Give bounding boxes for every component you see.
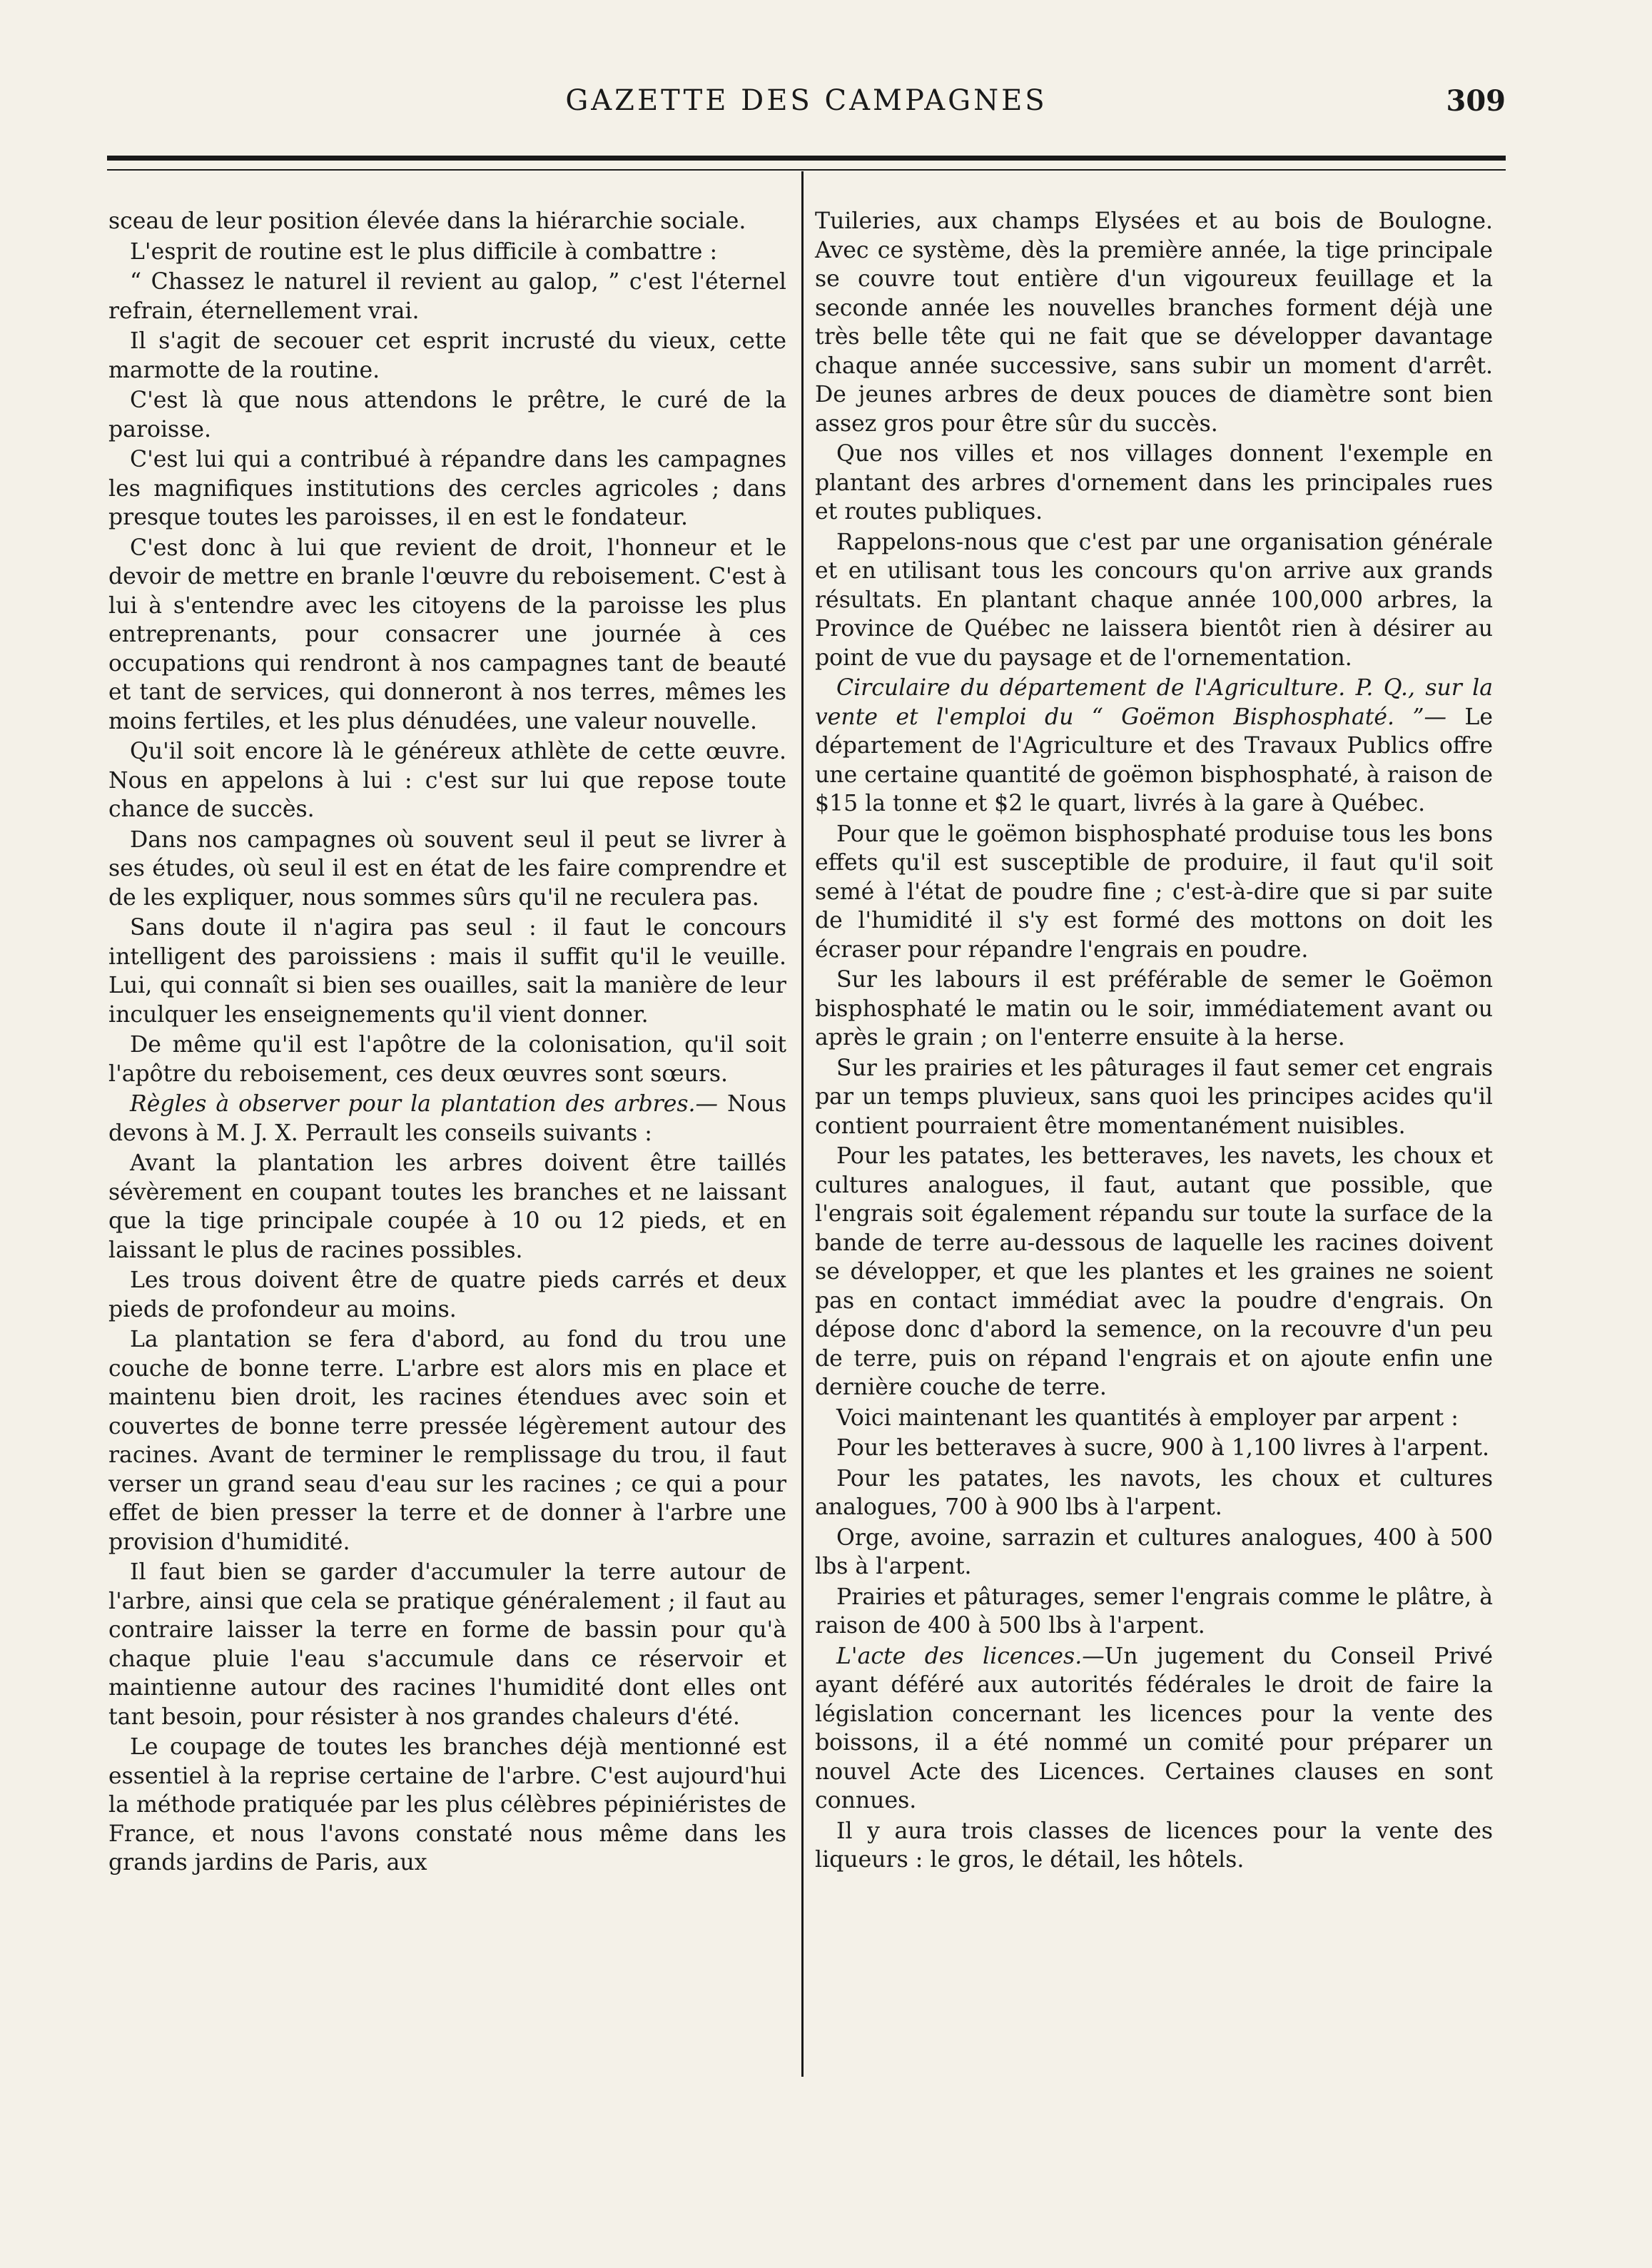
page-number: 309 — [1446, 84, 1506, 118]
article-paragraph: De même qu'il est l'apôtre de la colonisation, qu'il soit l'apôtre du reboisement, ces deux œuvres sont sœurs. — [108, 1032, 786, 1087]
section-paragraph — [815, 1642, 1493, 1816]
article-paragraph: C'est là que nous attendons le prêtre, le curé de la paroisse. — [108, 388, 786, 442]
section-paragraph — [108, 1090, 786, 1148]
article-paragraph: Il faut bien se garder d'accumuler la terre autour de l'arbre, ainsi que cela se pratique généralement ; il faut au contraire laisser la terre en forme de bassin pour qu'à chaque pluie l'eau s'accumule dans ce réservoir et maintienne autour des racines l'humidité dont elles ont tant besoin, pour résister à nos grandes chaleurs d'été. — [108, 1559, 786, 1730]
left-column — [108, 207, 786, 1879]
article-paragraph: Pour les betteraves à sucre, 900 à 1,100 livres à l'arpent. — [836, 1435, 1490, 1461]
page-header — [107, 84, 1506, 134]
article-paragraph: C'est donc à lui que revient de droit, l'honneur et le devoir de mettre en branle l'œuvre du reboisement. C'est à lui à s'entendre avec les citoyens de la paroisse les plus entreprenants, pour consacrer une journée à ces occupations qui rendront à nos campagnes tant de beauté et tant de services, qui donneront à nos terres, mêmes les moins fertiles, et les plus dénudées, une valeur nouvelle. — [108, 535, 786, 734]
article-paragraph: Il y aura trois classes de licences pour la vente des liqueurs : le gros, le détail, les hôtels. — [815, 1818, 1493, 1873]
article-paragraph: Les trous doivent être de quatre pieds carrés et deux pieds de profondeur au moins. — [108, 1267, 786, 1322]
section-body: Un jugement du Conseil Privé ayant déféré aux autorités fédérales le droit de faire la législation concernant les licences pour la vente des boissons, il a été nommé un comité pour préparer un nouvel Acte des Licences. Certaines clauses en sont connues. — [815, 1643, 1494, 1813]
article-paragraph: Voici maintenant les quantités à employer par arpent : — [836, 1404, 1459, 1431]
article-paragraph: Tuileries, aux champs Elysées et au bois de Boulogne. Avec ce système, dès la première année, la tige principale se couvre tout entière d'un vigoureux feuillage et la seconde année les nouvelles branches forment déjà une très belle tête qui ne fait que se développer davantage chaque année successive, sans subir un moment d'arrêt. De jeunes arbres de deux pouces de diamètre sont bien assez gros pour être sûr du succès. — [815, 208, 1493, 437]
column-divider — [801, 171, 804, 2077]
article-paragraph: Sans doute il n'agira pas seul : il faut le concours intelligent des paroissiens : mais il suffit qu'il le veuille. Lui, qui connaît si bien ses ouailles, sait la manière de leur inculquer les enseignements qu'il vient donner. — [108, 915, 786, 1028]
article-paragraph: Rappelons-nous que c'est par une organisation générale et en utilisant tous les concours qu'on arrive aux grands résultats. En plantant chaque année 100,000 arbres, la Province de Québec ne laissera bientôt rien à désirer au point de vue du paysage et de l'ornementation. — [815, 529, 1493, 671]
article-paragraph: Avant la plantation les arbres doivent être taillés sévèrement en coupant toutes les branches et ne laissant que la tige principale coupée à 10 ou 12 pieds, et en laissant le plus de racines possibles. — [108, 1150, 786, 1263]
article-paragraph: Le coupage de toutes les branches déjà mentionné est essentiel à la reprise certaine de l'arbre. C'est aujourd'hui la méthode pratiquée par les plus célèbres pépiniéristes de France, et nous l'avons constaté nous même dans les grands jardins de Paris, aux — [108, 1734, 786, 1875]
article-paragraph: Que nos villes et nos villages donnent l'exemple en plantant des arbres d'ornement dans les principales rues et routes publiques. — [815, 441, 1493, 525]
article-paragraph: Pour les patates, les betteraves, les navets, les choux et cultures analogues, il faut, autant que possible, que l'engrais soit également répandu sur toute la surface de la bande de terre au-dessous de laquelle les racines doivent se développer, et que les plantes et les graines ne soient pas en contact immédiat avec la poudre d'engrais. On dépose donc d'abord la semence, on la recouvre d'un peu de terre, puis on répand l'engrais et on ajoute enfin une dernière couche de terre. — [815, 1143, 1493, 1400]
article-paragraph: Pour que le goëmon bisphosphaté produise tous les bons effets qu'il est susceptible de produire, il faut qu'il soit semé à l'état de poudre fine ; c'est-à-dire que si par suite de l'humidité il s'y est formé des mottons on doit les écraser pour répandre l'engrais en poudre. — [815, 821, 1493, 963]
article-paragraph: Sur les prairies et les pâturages il faut semer cet engrais par un temps pluvieux, sans quoi les principes acides qu'il contient pourraient être momentanément nuisibles. — [815, 1055, 1493, 1139]
article-paragraph: sceau de leur position élevée dans la hiérarchie sociale. — [108, 208, 746, 234]
article-paragraph: Pour les patates, les navots, les choux et cultures analogues, 700 à 900 lbs à l'arpent. — [815, 1465, 1493, 1520]
article-paragraph: Orge, avoine, sarrazin et cultures analogues, 400 à 500 lbs à l'arpent. — [815, 1524, 1493, 1579]
article-paragraph: Il s'agit de secouer cet esprit incrusté du vieux, cette marmotte de la routine. — [108, 328, 786, 383]
header-rule — [107, 156, 1506, 171]
article-paragraph: “ Chassez le naturel il revient au galop, ” c'est l'éternel refrain, éternellement vrai. — [108, 269, 786, 324]
article-paragraph: Qu'il soit encore là le généreux athlète de cette œuvre. Nous en appelons à lui : c'est sur lui que repose toute chance de succès. — [108, 739, 786, 822]
section-title: L'acte des licences.— — [836, 1643, 1105, 1669]
article-paragraph: L'esprit de routine est le plus difficile à combattre : — [130, 238, 718, 265]
section-body: Nous devons à M. J. X. Perrault les conseils suivants : — [108, 1091, 786, 1146]
article-paragraph: Sur les labours il est préférable de semer le Goëmon bisphosphaté le matin ou le soir, immédiatement avant ou après le grain ; on l'enterre ensuite à la herse. — [815, 967, 1493, 1051]
section-paragraph — [815, 674, 1493, 819]
right-column — [815, 207, 1493, 1876]
article-paragraph: Prairies et pâturages, semer l'engrais comme le plâtre, à raison de 400 à 500 lbs à l'arpent. — [815, 1584, 1493, 1639]
page-title: GAZETTE DES CAMPAGNES — [565, 84, 1048, 117]
article-paragraph: C'est lui qui a contribué à répandre dans les campagnes les magnifiques institutions des cercles agricoles ; dans presque toutes les paroisses, il en est le fondateur. — [108, 447, 786, 530]
section-body: Le département de l'Agriculture et des Travaux Publics offre une certaine quantité de goëmon bisphosphaté, à raison de $15 la tonne et $2 le quart, livrés à la gare à Québec. — [815, 704, 1493, 816]
article-paragraph: Dans nos campagnes où souvent seul il peut se livrer à ses études, où seul il est en état de les faire comprendre et de les expliquer, nous sommes sûrs qu'il ne reculera pas. — [108, 826, 786, 911]
section-title: Circulaire du département de l'Agriculture. P. Q., sur la vente et l'emploi du “ Goëmon Bisphosphaté. ”— — [815, 675, 1493, 730]
section-title: Règles à observer pour la plantation des arbres.— — [130, 1091, 719, 1117]
article-paragraph: La plantation se fera d'abord, au fond du trou une couche de bonne terre. L'arbre est alors mis en place et maintenu bien droit, les racines étendues avec soin et couvertes de bonne terre pressée légèrement autour des racines. Avant de terminer le remplissage du trou, il faut verser un grand seau d'eau sur les racines ; ce qui a pour effet de bien presser la terre et de donner à l'arbre une provision d'humidité. — [108, 1327, 786, 1555]
